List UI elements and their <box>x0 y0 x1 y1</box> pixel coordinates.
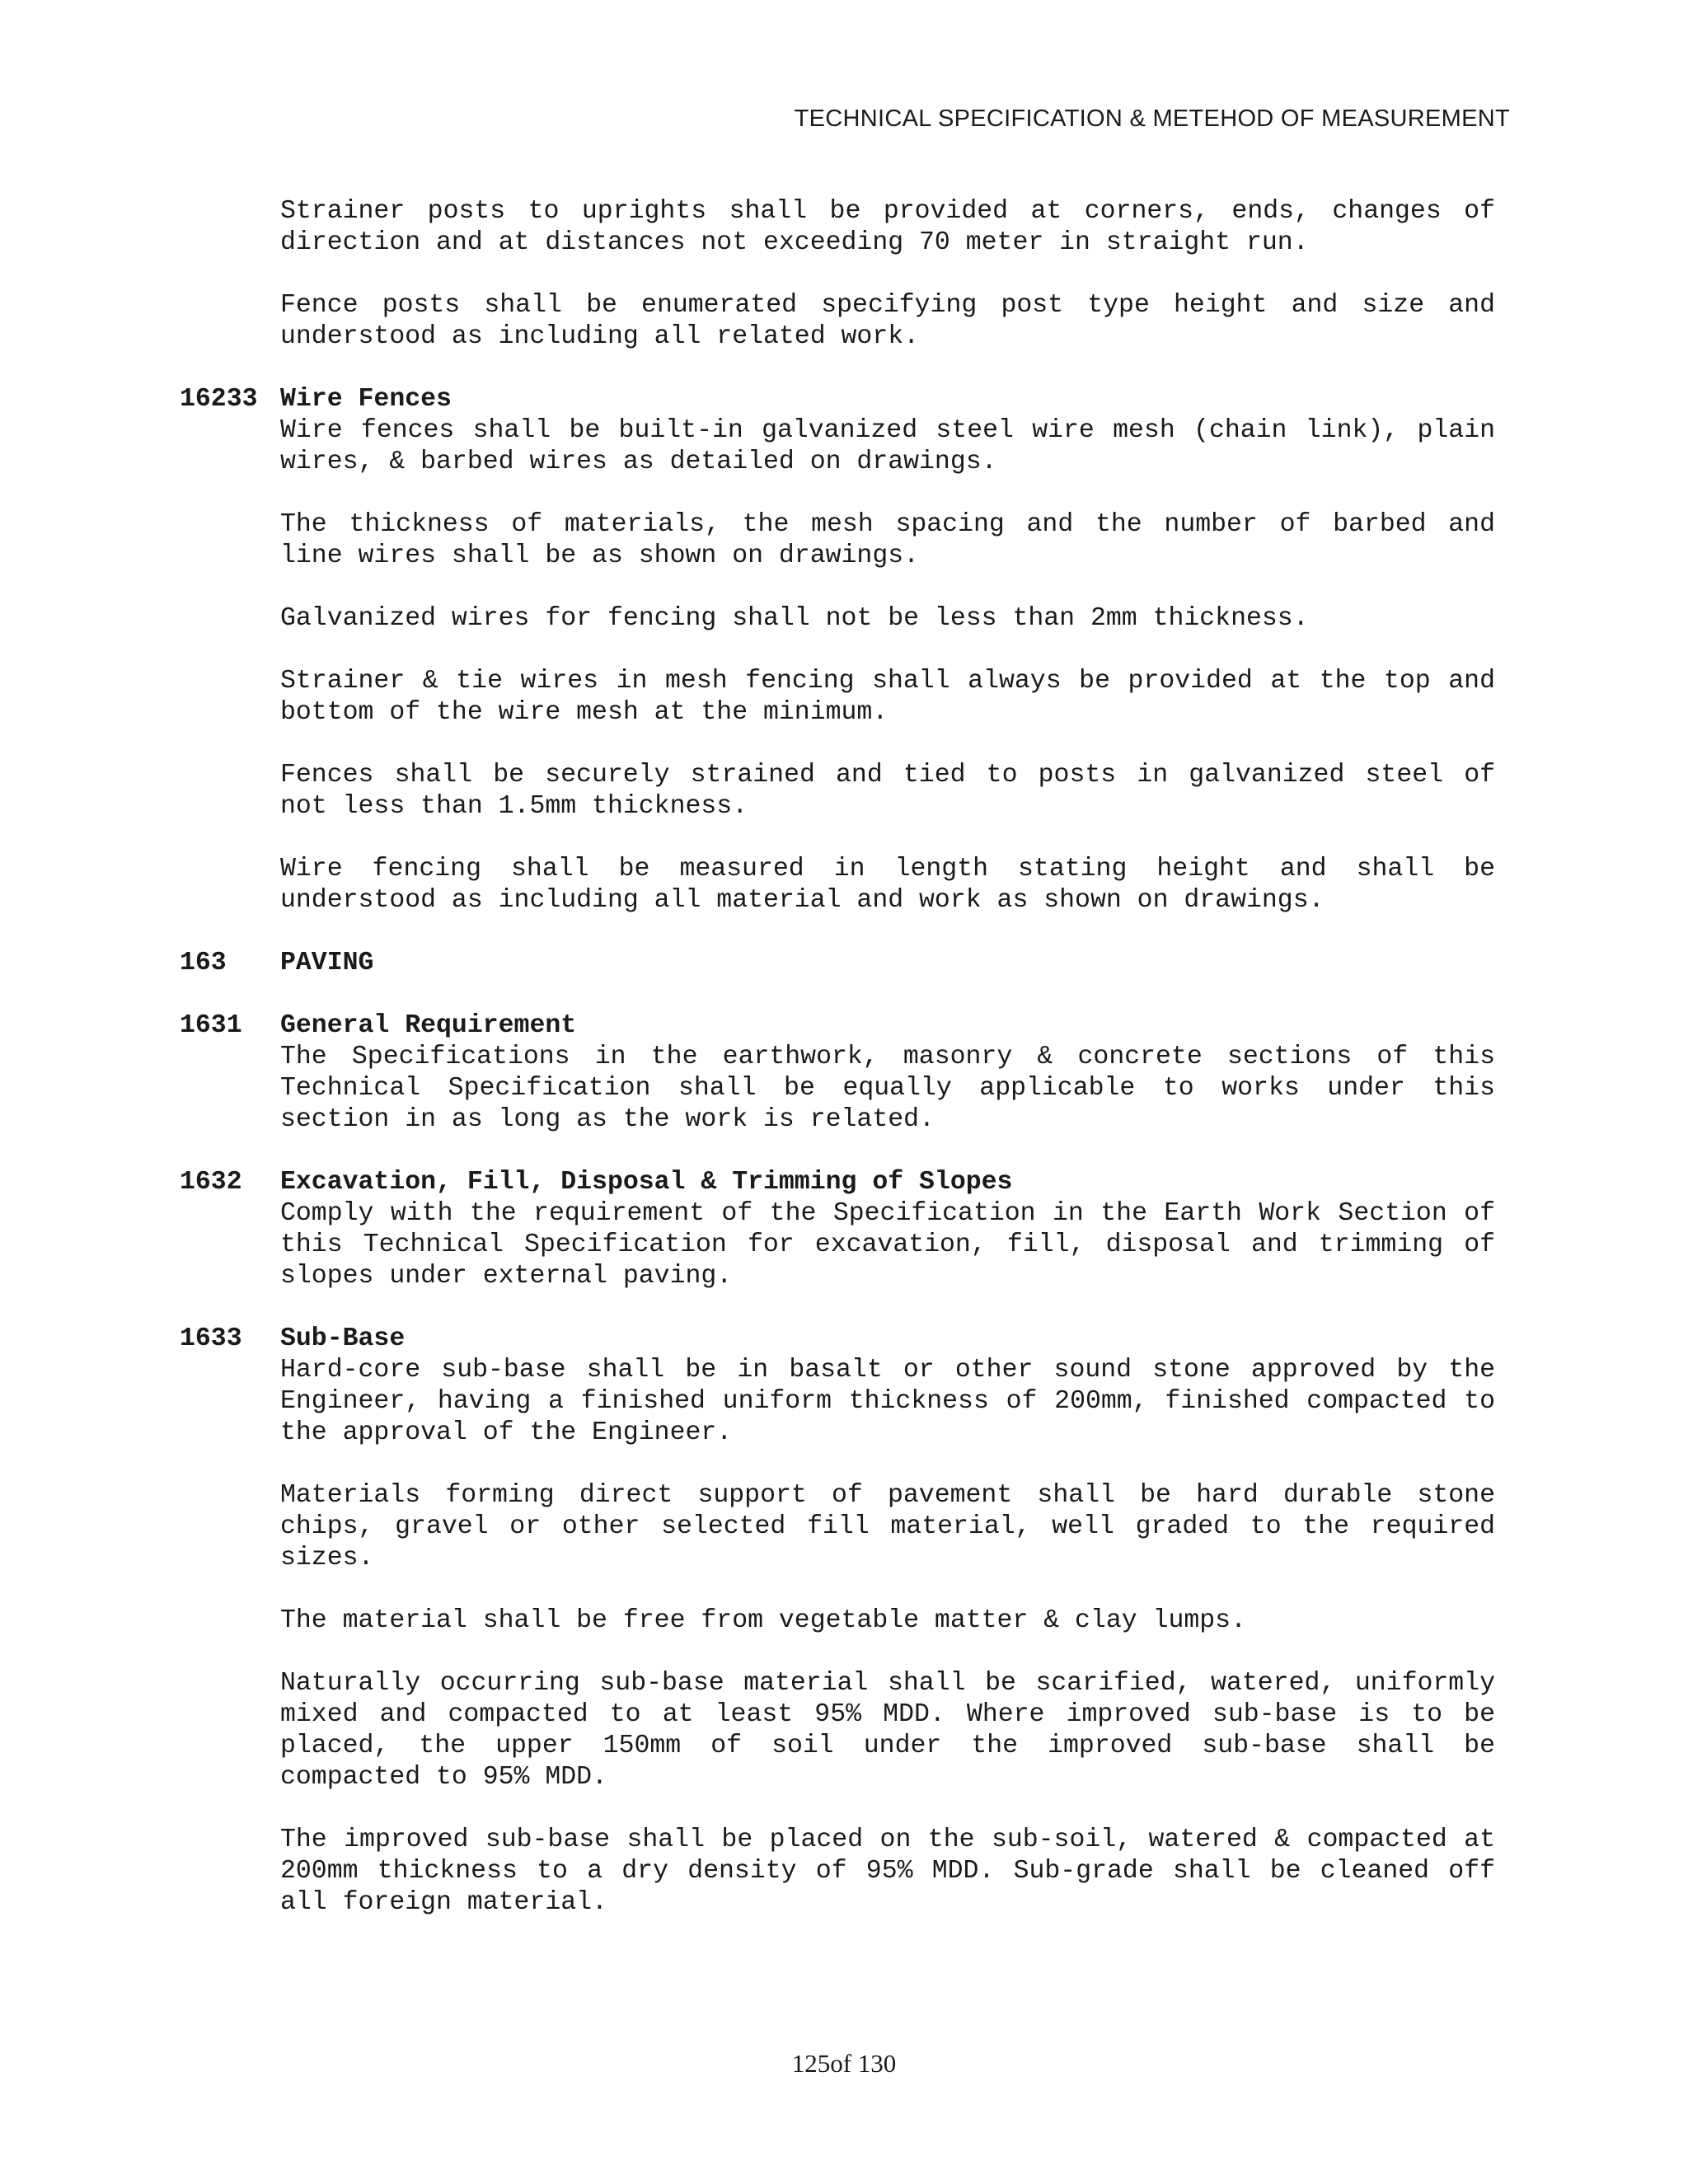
section-heading-163 <box>180 948 1688 979</box>
paragraph-fence-posts: Fence posts shall be enumerated specifying post type height and size and understood as including all related work. <box>280 291 1495 351</box>
section-number: 163 <box>180 949 227 977</box>
page-header: TECHNICAL SPECIFICATION & METEHOD OF MEASUREMENT <box>794 105 1510 132</box>
paragraph-general-requirement: The Specifications in the earthwork, masonry & concrete sections of this Technical Specification shall be equally applicable to works under this section in as long as the work is related. <box>280 1043 1495 1134</box>
section-title: Wire Fences <box>280 385 452 414</box>
paragraph-wire-fences-2: The thickness of materials, the mesh spacing and the number of barbed and line wires shall be as shown on drawings. <box>280 510 1495 570</box>
section-title: General Requirement <box>280 1011 577 1040</box>
page-number: 125of 130 <box>791 2049 897 2078</box>
section-title: Excavation, Fill, Disposal & Trimming of Slopes <box>280 1168 1013 1197</box>
section-heading-1633 <box>180 1324 1688 1355</box>
paragraph-wire-fences-1: Wire fences shall be built-in galvanized steel wire mesh (chain link), plain wires, & barbed wires as detailed on drawings. <box>280 416 1495 476</box>
section-heading-1632 <box>180 1167 1688 1198</box>
section-number: 1633 <box>180 1324 242 1353</box>
page-content <box>0 196 1688 1950</box>
paragraph-wire-fences-3: Galvanized wires for fencing shall not be less than 2mm thickness. <box>280 604 1309 633</box>
paragraph-excavation: Comply with the requirement of the Specification in the Earth Work Section of this Technical Specification for excavation, fill, disposal and trimming of slopes under external paving. <box>280 1199 1495 1291</box>
paragraph-strainer-posts: Strainer posts to uprights shall be provided at corners, ends, changes of direction and at distances not exceeding 70 meter in straight run. <box>280 197 1495 257</box>
paragraph-sub-base-4: Naturally occurring sub-base material shall be scarified, watered, uniformly mixed and compacted to at least 95% MDD. Where improved sub-base is to be placed, the upper 150mm of soil under the improved sub-base shall be compacted to 95% MDD. <box>280 1669 1495 1792</box>
section-heading-1631 <box>180 1010 1688 1042</box>
section-heading-16233 <box>180 384 1688 415</box>
section-number: 1631 <box>180 1011 242 1040</box>
paragraph-wire-fences-4: Strainer & tie wires in mesh fencing shall always be provided at the top and bottom of the wire mesh at the minimum. <box>280 667 1495 727</box>
section-number: 16233 <box>180 385 258 414</box>
paragraph-sub-base-1: Hard-core sub-base shall be in basalt or other sound stone approved by the Engineer, having a finished uniform thickness of 200mm, finished compacted to the approval of the Engineer. <box>280 1356 1495 1447</box>
paragraph-sub-base-3: The material shall be free from vegetable matter & clay lumps. <box>280 1606 1246 1635</box>
section-number: 1632 <box>180 1168 242 1197</box>
section-title: Sub-Base <box>280 1324 406 1353</box>
paragraph-wire-fences-6: Wire fencing shall be measured in length stating height and shall be understood as including all material and work as shown on drawings. <box>280 855 1495 915</box>
section-title: PAVING <box>280 949 374 977</box>
paragraph-sub-base-5: The improved sub-base shall be placed on the sub-soil, watered & compacted at 200mm thickness to a dry density of 95% MDD. Sub-grade shall be cleaned off all foreign material. <box>280 1825 1495 1917</box>
paragraph-wire-fences-5: Fences shall be securely strained and tied to posts in galvanized steel of not less than 1.5mm thickness. <box>280 761 1495 821</box>
paragraph-sub-base-2: Materials forming direct support of pavement shall be hard durable stone chips, gravel or other selected fill material, well graded to the required sizes. <box>280 1481 1495 1572</box>
